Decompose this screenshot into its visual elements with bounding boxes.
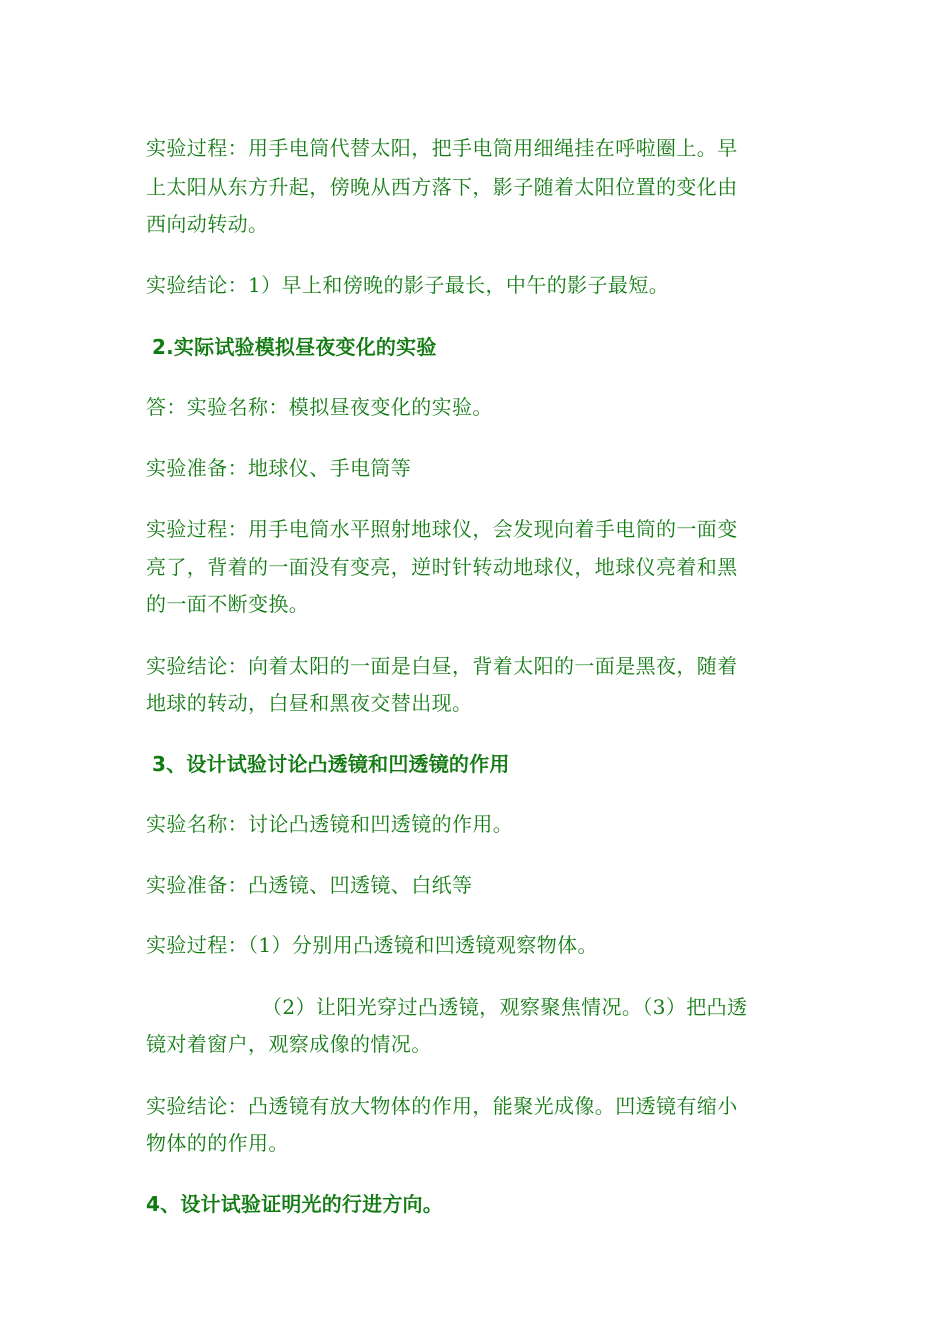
paragraph-line: 实验过程：（1）分别用凸透镜和凹透镜观察物体。 — [146, 933, 598, 957]
paragraph-line: 实验准备：地球仪、手电筒等 — [146, 456, 412, 480]
paragraph-line: 上太阳从东方升起，傍晚从西方落下，影子随着太阳位置的变化由 — [146, 175, 738, 199]
paragraph-line: 实验结论：凸透镜有放大物体的作用，能聚光成像。凹透镜有缩小 — [146, 1094, 738, 1118]
paragraph-line: 实验名称：讨论凸透镜和凹透镜的作用。 — [146, 812, 514, 836]
paragraph-line: 西向动转动。 — [146, 212, 269, 236]
paragraph-line: 实验过程：用手电筒代替太阳，把手电筒用细绳挂在呼啦圈上。早 — [146, 136, 738, 160]
paragraph-line: 地球的转动，白昼和黑夜交替出现。 — [146, 691, 473, 715]
paragraph-line: 实验过程：用手电筒水平照射地球仪，会发现向着手电筒的一面变 — [146, 517, 738, 541]
section-heading: 4、设计试验证明光的行进方向。 — [146, 1192, 443, 1216]
paragraph-line: 实验结论：1）早上和傍晚的影子最长，中午的影子最短。 — [146, 273, 670, 297]
paragraph-line: 实验准备：凸透镜、凹透镜、白纸等 — [146, 873, 473, 897]
paragraph-line: 答：实验名称：模拟昼夜变化的实验。 — [146, 395, 493, 419]
paragraph-line: 实验结论：向着太阳的一面是白昼，背着太阳的一面是黑夜，随着 — [146, 654, 738, 678]
section-heading: 3、设计试验讨论凸透镜和凹透镜的作用 — [152, 752, 510, 776]
paragraph-line: （2）让阳光穿过凸透镜，观察聚焦情况。（3）把凸透 — [262, 995, 748, 1019]
paragraph-line: 的一面不断变换。 — [146, 592, 310, 616]
paragraph-line: 亮了，背着的一面没有变亮，逆时针转动地球仪，地球仪亮着和黑 — [146, 555, 738, 579]
section-heading: 2.实际试验模拟昼夜变化的实验 — [152, 335, 437, 359]
paragraph-line: 镜对着窗户，观察成像的情况。 — [146, 1032, 432, 1056]
paragraph-line: 物体的的作用。 — [146, 1131, 289, 1155]
